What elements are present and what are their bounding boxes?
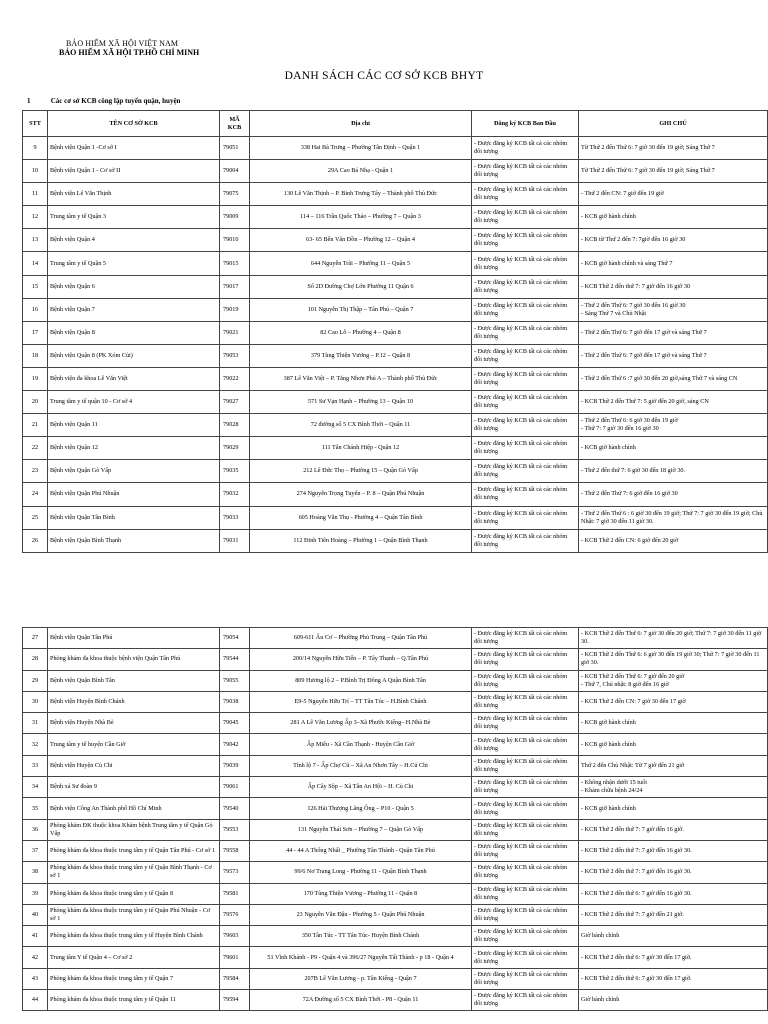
cell-ma-kcb: 79045 xyxy=(220,713,250,734)
cell-address: 72 đường số 5 CX Bình Thới – Quận 11 xyxy=(250,414,472,437)
cell-facility-name: Bệnh viện Quận 1 - Cơ sở II xyxy=(48,160,220,183)
cell-stt: 36 xyxy=(23,819,48,840)
cell-ma-kcb: 79022 xyxy=(220,367,250,390)
header-stt: STT xyxy=(23,111,48,137)
cell-facility-name: Trung tâm Y tế Quận 4 – Cơ sở 2 xyxy=(48,947,220,968)
cell-ma-kcb: 79009 xyxy=(220,206,250,229)
cell-stt: 41 xyxy=(23,926,48,947)
cell-register: - Được đăng ký KCB tất cả các nhóm đối tượng xyxy=(472,968,579,989)
cell-ma-kcb: 79004 xyxy=(220,160,250,183)
table-row xyxy=(23,460,768,483)
table-row xyxy=(23,321,768,344)
org-line-1: BẢO HIỂM XÃ HỘI VIỆT NAM xyxy=(66,39,179,48)
cell-ma-kcb: 79015 xyxy=(220,252,250,275)
table-row xyxy=(23,734,768,755)
cell-facility-name: Trung tâm y tế quận 10 - Cơ sở 4 xyxy=(48,391,220,414)
cell-ma-kcb: 79573 xyxy=(220,862,250,883)
cell-stt: 27 xyxy=(23,628,48,649)
cell-address: 51 Vĩnh Khánh - P9 - Quận 4 và 396/27 Nguyễn Tất Thành - p 18 - Quận 4 xyxy=(250,947,472,968)
cell-note: - KCB Thứ 2 đến thứ 7: 7 giờ đến 16 giờ. xyxy=(579,819,768,840)
cell-register: - Được đăng ký KCB tất cả các nhóm đối tượng xyxy=(472,904,579,925)
table-row xyxy=(23,691,768,712)
cell-ma-kcb: 79017 xyxy=(220,275,250,298)
cell-ma-kcb: 79035 xyxy=(220,460,250,483)
cell-facility-name: Phòng khám ĐK thuộc khoa Khám bệnh Trung tâm y tế Quận Gò Vấp xyxy=(48,819,220,840)
table-row xyxy=(23,275,768,298)
cell-note: - KCB Thứ 2 đến thứ 7: 7 giờ đến 16 giờ 30. xyxy=(579,840,768,861)
cell-address: 350 Tân Túc - TT Tân Túc- Huyện Bình Chánh xyxy=(250,926,472,947)
table-row xyxy=(23,483,768,506)
cell-register: - Được đăng ký KCB tất cả các nhóm đối tượng xyxy=(472,391,579,414)
cell-ma-kcb: 79544 xyxy=(220,649,250,670)
cell-facility-name: Phòng khám đa khoa thuộc trung tâm y tế Quận Bình Thạnh - Cơ sở 1 xyxy=(48,862,220,883)
cell-stt: 35 xyxy=(23,798,48,819)
cell-register: - Được đăng ký KCB tất cả các nhóm đối tượng xyxy=(472,777,579,798)
table-row xyxy=(23,840,768,861)
cell-address: 72A Đường số 5 CX Bình Thới - P8 - Quận 11 xyxy=(250,990,472,1011)
table-row xyxy=(23,367,768,390)
cell-note: - KCB Thứ 2 đến Thứ 6: 7 giờ 30 đến 20 giờ; Thứ 7: 7 giờ 30 đến 11 giờ 30. xyxy=(579,628,768,649)
cell-address: 200/14 Nguyễn Hữu Tiến – P. Tây Thạnh – Q.Tân Phú xyxy=(250,649,472,670)
cell-facility-name: Trung tâm y tế Quận 3 xyxy=(48,206,220,229)
cell-stt: 37 xyxy=(23,840,48,861)
cell-register: - Được đăng ký KCB tất cả các nhóm đối tượng xyxy=(472,483,579,506)
cell-facility-name: Bệnh viện đa khoa Lê Văn Việt xyxy=(48,367,220,390)
cell-note: Giờ hành chính xyxy=(579,926,768,947)
cell-facility-name: Bệnh viện Huyện Củ Chi xyxy=(48,755,220,776)
cell-note: - Thứ 2 đến CN: 7 giờ đến 19 giờ xyxy=(579,183,768,206)
table-row xyxy=(23,506,768,529)
cell-note: - KCB Thứ 2 đến thứ 7: 7 giờ đến 16 giờ 30 xyxy=(579,275,768,298)
cell-stt: 14 xyxy=(23,252,48,275)
cell-ma-kcb: 79032 xyxy=(220,483,250,506)
cell-register: - Được đăng ký KCB tất cả các nhóm đối tượng xyxy=(472,229,579,252)
cell-stt: 30 xyxy=(23,691,48,712)
cell-address: E9-5 Nguyễn Hữu Trí – TT Tân Túc – H.Bình Chánh xyxy=(250,691,472,712)
table-row xyxy=(23,298,768,321)
cell-ma-kcb: 79031 xyxy=(220,529,250,552)
cell-address: 126 Hải Thượng Lãng Ông – P10 - Quận 5 xyxy=(250,798,472,819)
cell-facility-name: Trung tâm y tế huyện Cần Giờ xyxy=(48,734,220,755)
cell-note: - Thứ 2 đến Thứ 6: 7 giờ đến 17 giờ và sáng Thứ 7 xyxy=(579,321,768,344)
header-note: GHI CHÚ xyxy=(579,111,768,137)
cell-facility-name: Phòng khám đa khoa thuộc trung tâm y tế Quận 11 xyxy=(48,990,220,1011)
cell-ma-kcb: 79033 xyxy=(220,506,250,529)
cell-register: - Được đăng ký KCB tất cả các nhóm đối tượng xyxy=(472,137,579,160)
table-row xyxy=(23,344,768,367)
cell-address: Ấp Cây Sộp – Xã Tân An Hội – H. Củ Chi xyxy=(250,777,472,798)
section-number: 1 xyxy=(27,97,31,105)
cell-register: - Được đăng ký KCB tất cả các nhóm đối tượng xyxy=(472,926,579,947)
cell-note: - KCB Thứ 2 đến thứ 6: 7 giờ 30 đến 17 giờ. xyxy=(579,968,768,989)
cell-ma-kcb: 79029 xyxy=(220,437,250,460)
table-row xyxy=(23,160,768,183)
cell-stt: 15 xyxy=(23,275,48,298)
table-header-row xyxy=(23,111,768,137)
table-row xyxy=(23,990,768,1011)
table-row xyxy=(23,252,768,275)
cell-note: - KCB Thứ 2 đến Thứ 6: 7 giờ đến 20 giờ - Thứ 7, Chủ nhật: 8 giờ đến 16 giờ xyxy=(579,670,768,691)
cell-note: - Thứ 2 đến Thứ 6 : 6 giờ 30 đến 19 giờ; Thứ 7: 7 giờ 30 đến 19 giờ; Chủ Nhật: 7 giờ 30 đến 11 giờ 30. xyxy=(579,506,768,529)
cell-note: - Thứ 2 đến Thứ 7: 6 giờ đến 16 giờ 30 xyxy=(579,483,768,506)
cell-register: - Được đăng ký KCB tất cả các nhóm đối tượng xyxy=(472,883,579,904)
table-row xyxy=(23,137,768,160)
cell-note: Thứ 2 đến Chủ Nhật: Từ 7 giờ đến 21 giờ xyxy=(579,755,768,776)
cell-note: - KCB giờ hành chính xyxy=(579,437,768,460)
cell-note: - KCB giờ hành chính xyxy=(579,798,768,819)
header-address: Địa chỉ xyxy=(250,111,472,137)
cell-ma-kcb: 79594 xyxy=(220,990,250,1011)
cell-register: - Được đăng ký KCB tất cả các nhóm đối tượng xyxy=(472,160,579,183)
cell-ma-kcb: 79053 xyxy=(220,344,250,367)
cell-address: 29A Cao Bá Nhạ - Quận 1 xyxy=(250,160,472,183)
cell-register: - Được đăng ký KCB tất cả các nhóm đối tượng xyxy=(472,628,579,649)
cell-stt: 21 xyxy=(23,414,48,437)
cell-register: - Được đăng ký KCB tất cả các nhóm đối tượng xyxy=(472,755,579,776)
cell-facility-name: Phòng khám đa khoa thuộc trung tâm y tế Quận 8 xyxy=(48,883,220,904)
cell-address: Tỉnh lộ 7 - Ấp Chợ Cũ – Xã An Nhơn Tây – H.Củ Chi xyxy=(250,755,472,776)
cell-note: - Không nhận dưới 15 tuổi - Khám chữa bệnh 24/24 xyxy=(579,777,768,798)
cell-stt: 39 xyxy=(23,883,48,904)
cell-facility-name: Bệnh viện Quận Tân Phú xyxy=(48,628,220,649)
cell-address: 809 Hương lộ 2 – P.Bình Trị Đông A Quận Bình Tân xyxy=(250,670,472,691)
cell-ma-kcb: 79055 xyxy=(220,670,250,691)
cell-register: - Được đăng ký KCB tất cả các nhóm đối tượng xyxy=(472,734,579,755)
table-row xyxy=(23,862,768,883)
cell-stt: 10 xyxy=(23,160,48,183)
cell-stt: 40 xyxy=(23,904,48,925)
cell-note: - KCB Thứ 2 đến CN: 7 giờ 30 đến 17 giờ xyxy=(579,691,768,712)
cell-ma-kcb: 79584 xyxy=(220,968,250,989)
table-row xyxy=(23,229,768,252)
cell-facility-name: Bệnh viện Quận Phú Nhuận xyxy=(48,483,220,506)
cell-address: 387 Lê Văn Việt – P. Tăng Nhơn Phú A – Thành phố Thủ Đức xyxy=(250,367,472,390)
cell-facility-name: Bệnh viện Quận 8 xyxy=(48,321,220,344)
table-body-page1 xyxy=(23,137,768,553)
cell-note: - Thứ 2 đến Thứ 6: 7 giờ 30 đến 16 giờ 30 - Sáng Thứ 7 và Chủ Nhật xyxy=(579,298,768,321)
table-row xyxy=(23,798,768,819)
table-row xyxy=(23,670,768,691)
cell-address: 23 Nguyễn Văn Đậu - Phường 5 - Quận Phú Nhuận xyxy=(250,904,472,925)
table-row xyxy=(23,183,768,206)
table-row xyxy=(23,414,768,437)
header-name: TÊN CƠ SỞ KCB xyxy=(48,111,220,137)
table-row xyxy=(23,206,768,229)
cell-note: Giờ hành chính xyxy=(579,990,768,1011)
cell-stt: 33 xyxy=(23,755,48,776)
cell-ma-kcb: 79603 xyxy=(220,926,250,947)
cell-stt: 16 xyxy=(23,298,48,321)
cell-stt: 12 xyxy=(23,206,48,229)
cell-ma-kcb: 79038 xyxy=(220,691,250,712)
cell-address: 101 Nguyễn Thị Thập – Tân Phú – Quận 7 xyxy=(250,298,472,321)
cell-address: 114 – 116 Trần Quốc Thảo – Phường 7 – Quận 3 xyxy=(250,206,472,229)
cell-facility-name: Bệnh viện Quận Bình Thạnh xyxy=(48,529,220,552)
cell-address: 338 Hai Bà Trưng – Phường Tân Định – Quận 1 xyxy=(250,137,472,160)
table-body-page2 xyxy=(23,628,768,1011)
cell-facility-name: Bệnh viện Quận 8 (PK Xóm Củi) xyxy=(48,344,220,367)
cell-facility-name: Bệnh viện Quận 6 xyxy=(48,275,220,298)
cell-note: Từ Thứ 2 đến Thứ 6: 7 giờ 30 đến 19 giờ; Sáng Thứ 7 xyxy=(579,137,768,160)
cell-ma-kcb: 79075 xyxy=(220,183,250,206)
cell-facility-name: Bệnh viện Quận 12 xyxy=(48,437,220,460)
cell-note: - KCB giờ hành chính xyxy=(579,713,768,734)
cell-ma-kcb: 79540 xyxy=(220,798,250,819)
cell-register: - Được đăng ký KCB tất cả các nhóm đối tượng xyxy=(472,506,579,529)
cell-register: - Được đăng ký KCB tất cả các nhóm đối tượng xyxy=(472,947,579,968)
cell-facility-name: Bệnh viện Lê Văn Thịnh xyxy=(48,183,220,206)
cell-register: - Được đăng ký KCB tất cả các nhóm đối tượng xyxy=(472,529,579,552)
table-row xyxy=(23,755,768,776)
cell-register: - Được đăng ký KCB tất cả các nhóm đối tượng xyxy=(472,275,579,298)
cell-facility-name: Phòng khám đa khoa thuộc trung tâm y tế Quận 7 xyxy=(48,968,220,989)
cell-stt: 44 xyxy=(23,990,48,1011)
section-heading xyxy=(27,97,180,105)
cell-stt: 32 xyxy=(23,734,48,755)
table-row xyxy=(23,883,768,904)
cell-register: - Được đăng ký KCB tất cả các nhóm đối tượng xyxy=(472,437,579,460)
cell-address: 281 A Lê Văn Lương Ấp 3–Xã Phước Kiểng– H.Nhà Bè xyxy=(250,713,472,734)
cell-note: - KCB giờ hành chính và sáng Thứ 7 xyxy=(579,252,768,275)
cell-note: Từ Thứ 2 đến Thứ 6: 7 giờ 30 đến 19 giờ; Sáng Thứ 7 xyxy=(579,160,768,183)
cell-facility-name: Bệnh viện Công An Thành phố Hồ Chí Minh xyxy=(48,798,220,819)
cell-ma-kcb: 79027 xyxy=(220,391,250,414)
cell-note: - KCB Thứ 2 đến thứ 6: 7 giờ đến 16 giờ 30. xyxy=(579,883,768,904)
cell-facility-name: Bệnh viện Quận 1 -Cơ sở I xyxy=(48,137,220,160)
cell-note: - KCB Thứ 2 đến thứ 6: 7 giờ 30 đến 17 giờ. xyxy=(579,947,768,968)
cell-stt: 38 xyxy=(23,862,48,883)
header-register: Đăng ký KCB Ban Đầu xyxy=(472,111,579,137)
org-line-2: BẢO HIỂM XÃ HỘI TP.HỒ CHÍ MINH xyxy=(59,48,200,57)
facility-table-page2 xyxy=(22,627,768,1011)
cell-note: - KCB giờ hành chính xyxy=(579,734,768,755)
cell-stt: 26 xyxy=(23,529,48,552)
cell-ma-kcb: 79581 xyxy=(220,883,250,904)
cell-ma-kcb: 79042 xyxy=(220,734,250,755)
cell-facility-name: Bệnh viện Huyện Nhà Bè xyxy=(48,713,220,734)
table-row xyxy=(23,904,768,925)
cell-stt: 9 xyxy=(23,137,48,160)
cell-stt: 23 xyxy=(23,460,48,483)
cell-note: - Thứ 2 đến Thứ 6: 6 giờ 30 đến 19 giờ - Thứ 7: 7 giờ 30 đến 16 giờ 30 xyxy=(579,414,768,437)
cell-address: Số 2D Đường Chợ Lớn Phường 11 Quận 6 xyxy=(250,275,472,298)
cell-address: 131 Nguyễn Thái Sơn – Phường 7 – Quận Gò Vấp xyxy=(250,819,472,840)
header-ma-kcb: MÃ KCB xyxy=(220,111,250,137)
cell-stt: 13 xyxy=(23,229,48,252)
cell-register: - Được đăng ký KCB tất cả các nhóm đối tượng xyxy=(472,798,579,819)
cell-note: - KCB giờ hành chính xyxy=(579,206,768,229)
section-title: Các cơ sở KCB công lập tuyến quận, huyện xyxy=(50,97,181,105)
cell-facility-name: Bệnh viện Huyện Bình Chánh xyxy=(48,691,220,712)
cell-stt: 19 xyxy=(23,367,48,390)
cell-facility-name: Phòng khám đa khoa thuộc trung tâm y tế Huyện Bình Chánh xyxy=(48,926,220,947)
cell-stt: 34 xyxy=(23,777,48,798)
cell-register: - Được đăng ký KCB tất cả các nhóm đối tượng xyxy=(472,252,579,275)
table-row xyxy=(23,391,768,414)
cell-ma-kcb: 79558 xyxy=(220,840,250,861)
facility-table-page1 xyxy=(22,110,768,553)
cell-address: 274 Nguyễn Trọng Tuyển – P. 8 – Quận Phú Nhuận xyxy=(250,483,472,506)
table-row xyxy=(23,437,768,460)
table-row xyxy=(23,819,768,840)
cell-ma-kcb: 79054 xyxy=(220,628,250,649)
cell-stt: 22 xyxy=(23,437,48,460)
cell-ma-kcb: 79039 xyxy=(220,755,250,776)
cell-facility-name: Trung tâm y tế Quận 5 xyxy=(48,252,220,275)
cell-stt: 17 xyxy=(23,321,48,344)
cell-note: - Thứ 2 đến Thứ 6 :7 giờ 30 đến 20 giờ,sáng Thứ 7 và sáng CN xyxy=(579,367,768,390)
cell-stt: 43 xyxy=(23,968,48,989)
table-row xyxy=(23,649,768,670)
cell-note: - KCB từ Thứ 2 đến 7: 7giờ đến 16 giờ 30 xyxy=(579,229,768,252)
cell-register: - Được đăng ký KCB tất cả các nhóm đối tượng xyxy=(472,649,579,670)
cell-facility-name: Bệnh viện Quận Bình Tân xyxy=(48,670,220,691)
cell-register: - Được đăng ký KCB tất cả các nhóm đối tượng xyxy=(472,183,579,206)
cell-stt: 20 xyxy=(23,391,48,414)
cell-address: 212 Lê Đức Thọ – Phường 15 – Quận Gò Vấp xyxy=(250,460,472,483)
cell-stt: 29 xyxy=(23,670,48,691)
cell-register: - Được đăng ký KCB tất cả các nhóm đối tượng xyxy=(472,713,579,734)
table-row xyxy=(23,628,768,649)
cell-note: - Thứ 2 đến thứ 7: 6 giờ 30 đến 18 giờ 30. xyxy=(579,460,768,483)
cell-stt: 18 xyxy=(23,344,48,367)
cell-facility-name: Bệnh xá Sư đoàn 9 xyxy=(48,777,220,798)
cell-address: 609-611 Âu Cơ – Phường Phú Trung – Quận Tân Phú xyxy=(250,628,472,649)
cell-register: - Được đăng ký KCB tất cả các nhóm đối tượng xyxy=(472,819,579,840)
cell-ma-kcb: 79553 xyxy=(220,819,250,840)
cell-register: - Được đăng ký KCB tất cả các nhóm đối tượng xyxy=(472,206,579,229)
cell-address: 99/6 Nơ Trang Long - Phường 11 - Quận Bình Thạnh xyxy=(250,862,472,883)
cell-note: - KCB Thứ 2 đến thứ 7: 7 giờ đến 21 giờ. xyxy=(579,904,768,925)
cell-address: 207B Lê Văn Lương - p. Tân Kiểng - Quận 7 xyxy=(250,968,472,989)
cell-register: - Được đăng ký KCB tất cả các nhóm đối tượng xyxy=(472,862,579,883)
cell-note: - KCB Thứ 2 đến thứ 7: 7 giờ đến 16 giờ 30. xyxy=(579,862,768,883)
cell-stt: 24 xyxy=(23,483,48,506)
cell-facility-name: Bệnh viện Quận 11 xyxy=(48,414,220,437)
document-title: DANH SÁCH CÁC CƠ SỞ KCB BHYT xyxy=(284,70,484,82)
cell-facility-name: Phòng khám đa khoa thuộc trung tâm y tế Quận Tân Phú - Cơ sở 1 xyxy=(48,840,220,861)
cell-address: 112 Đinh Tiên Hoàng – Phường 1 – Quận Bình Thạnh xyxy=(250,529,472,552)
cell-note: - KCB Thứ 2 đến CN: 6 giờ đến 20 giờ xyxy=(579,529,768,552)
cell-address: 111 Tân Chánh Hiệp - Quận 12 xyxy=(250,437,472,460)
table-row xyxy=(23,529,768,552)
cell-ma-kcb: 79051 xyxy=(220,137,250,160)
cell-facility-name: Bệnh viện Quận Tân Bình xyxy=(48,506,220,529)
cell-address: 644 Nguyễn Trãi – Phường 11 – Quận 5 xyxy=(250,252,472,275)
cell-facility-name: Phòng khám đa khoa thuộc bệnh viện Quận Tân Phú xyxy=(48,649,220,670)
cell-ma-kcb: 79601 xyxy=(220,947,250,968)
cell-note: - KCB Thứ 2 đến Thứ 7: 5 giờ đến 20 giờ, sáng CN xyxy=(579,391,768,414)
table-row xyxy=(23,777,768,798)
cell-facility-name: Bệnh viện Quận 4 xyxy=(48,229,220,252)
cell-address: 44 - 44 A Thống Nhất _ Phường Tân Thành - Quận Tân Phú xyxy=(250,840,472,861)
cell-register: - Được đăng ký KCB tất cả các nhóm đối tượng xyxy=(472,990,579,1011)
cell-register: - Được đăng ký KCB tất cả các nhóm đối tượng xyxy=(472,344,579,367)
cell-address: 571 Sư Vạn Hạnh – Phường 13 – Quận 10 xyxy=(250,391,472,414)
cell-address: 170 Tùng Thiện Vương - Phường 11 - Quận 8 xyxy=(250,883,472,904)
cell-note: - Thứ 2 đến Thứ 6: 7 giờ đến 17 giờ và sáng Thứ 7 xyxy=(579,344,768,367)
cell-register: - Được đăng ký KCB tất cả các nhóm đối tượng xyxy=(472,460,579,483)
table-row xyxy=(23,947,768,968)
cell-register: - Được đăng ký KCB tất cả các nhóm đối tượng xyxy=(472,367,579,390)
cell-stt: 11 xyxy=(23,183,48,206)
cell-address: 63- 65 Bến Vân Đồn – Phường 12 – Quận 4 xyxy=(250,229,472,252)
cell-register: - Được đăng ký KCB tất cả các nhóm đối tượng xyxy=(472,321,579,344)
cell-register: - Được đăng ký KCB tất cả các nhóm đối tượng xyxy=(472,298,579,321)
table-row xyxy=(23,968,768,989)
cell-register: - Được đăng ký KCB tất cả các nhóm đối tượng xyxy=(472,691,579,712)
cell-ma-kcb: 79061 xyxy=(220,777,250,798)
table-row xyxy=(23,926,768,947)
cell-register: - Được đăng ký KCB tất cả các nhóm đối tượng xyxy=(472,670,579,691)
cell-address: 130 Lê Văn Thịnh – P. Bình Trưng Tây – Thành phố Thủ Đức xyxy=(250,183,472,206)
cell-ma-kcb: 79019 xyxy=(220,298,250,321)
cell-ma-kcb: 79021 xyxy=(220,321,250,344)
cell-register: - Được đăng ký KCB tất cả các nhóm đối tượng xyxy=(472,414,579,437)
cell-stt: 42 xyxy=(23,947,48,968)
table-row xyxy=(23,713,768,734)
cell-ma-kcb: 79028 xyxy=(220,414,250,437)
cell-address: 82 Cao Lỗ – Phường 4 – Quận 8 xyxy=(250,321,472,344)
cell-stt: 25 xyxy=(23,506,48,529)
cell-stt: 31 xyxy=(23,713,48,734)
cell-address: Ấp Miễu - Xã Cần Thạnh - Huyện Cần Giờ xyxy=(250,734,472,755)
cell-register: - Được đăng ký KCB tất cả các nhóm đối tượng xyxy=(472,840,579,861)
cell-stt: 28 xyxy=(23,649,48,670)
cell-facility-name: Bệnh viện Quận 7 xyxy=(48,298,220,321)
cell-facility-name: Phòng khám đa khoa thuộc trung tâm y tế Quận Phú Nhuận - Cơ sở 1 xyxy=(48,904,220,925)
cell-facility-name: Bệnh viện Quận Gò Vấp xyxy=(48,460,220,483)
cell-ma-kcb: 79010 xyxy=(220,229,250,252)
cell-ma-kcb: 79576 xyxy=(220,904,250,925)
cell-address: 605 Hoàng Văn Thụ - Phường 4 – Quận Tân Bình xyxy=(250,506,472,529)
cell-note: - KCB Thứ 2 đến Thứ 6: 6 giờ 30 đến 19 giờ 30; Thứ 7: 7 giờ 30 đến 11 giờ 30. xyxy=(579,649,768,670)
cell-address: 379 Tùng Thiện Vương – P.12 – Quận 8 xyxy=(250,344,472,367)
